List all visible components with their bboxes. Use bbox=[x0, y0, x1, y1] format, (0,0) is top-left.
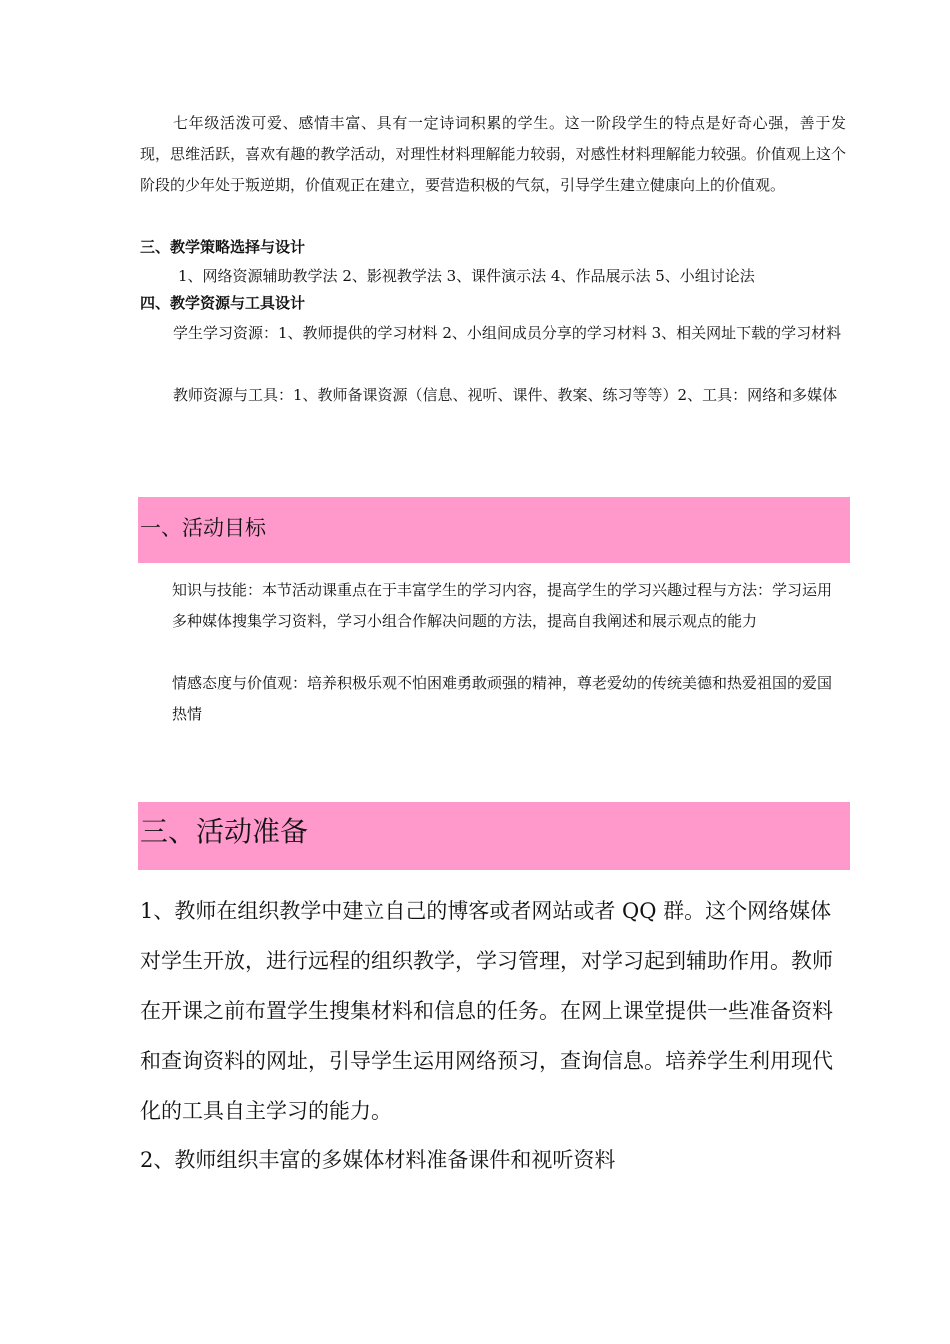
objectives-title: 一、活动目标 bbox=[140, 516, 266, 540]
intro-paragraph: 七年级活泼可爱、感情丰富、具有一定诗词积累的学生。这一阶段学生的特点是好奇心强，善于发现，思维活跃，喜欢有趣的教学活动，对理性材料理解能力较弱，对感性材料理解能力较强。价值观上这个阶段的少年处于叛逆期，价值观正在建立，要营造积极的气氛，引导学生建立健康向上的价值观。 bbox=[140, 114, 846, 194]
teacher-resources: 教师资源与工具：1、教师备课资源（信息、视听、课件、教案、练习等等）2、工具：网络和多媒体 bbox=[173, 386, 838, 404]
student-resources: 学生学习资源：1、教师提供的学习材料 2、小组间成员分享的学习材料 3、相关网址下载的学习材料 bbox=[173, 324, 842, 342]
strategy-heading: 三、教学策略选择与设计 bbox=[140, 238, 306, 256]
objectives-title-band bbox=[138, 497, 850, 563]
preparation-item-2: 2、教师组织丰富的多媒体材料准备课件和视听资料 bbox=[140, 1148, 616, 1172]
strategy-methods: 1、网络资源辅助教学法 2、影视教学法 3、课件演示法 4、作品展示法 5、小组讨论法 bbox=[178, 267, 755, 285]
preparation-item-1: 1、教师在组织教学中建立自己的博客或者网站或者 QQ 群。这个网络媒体对学生开放，进行远程的组织教学，学习管理，对学习起到辅助作用。教师在开课之前布置学生搜集材料和信息的任务。在网上课堂提供一些准备资料和查询资料的网址，引导学生运用网络预习，查询信息。培养学生利用现代化的工具自主学习的能力。 bbox=[140, 899, 833, 1123]
objectives-knowledge: 知识与技能：本节活动课重点在于丰富学生的学习内容，提高学生的学习兴趣过程与方法：学习运用多种媒体搜集学习资料，学习小组合作解决问题的方法，提高自我阐述和展示观点的能力 bbox=[172, 581, 833, 630]
objectives-emotion: 情感态度与价值观：培养积极乐观不怕困难勇敢顽强的精神，尊老爱幼的传统美德和热爱祖国的爱国热情 bbox=[172, 674, 833, 723]
preparation-title: 三、活动准备 bbox=[140, 815, 309, 848]
preparation-title-band bbox=[138, 802, 850, 870]
resources-heading: 四、教学资源与工具设计 bbox=[140, 294, 306, 312]
